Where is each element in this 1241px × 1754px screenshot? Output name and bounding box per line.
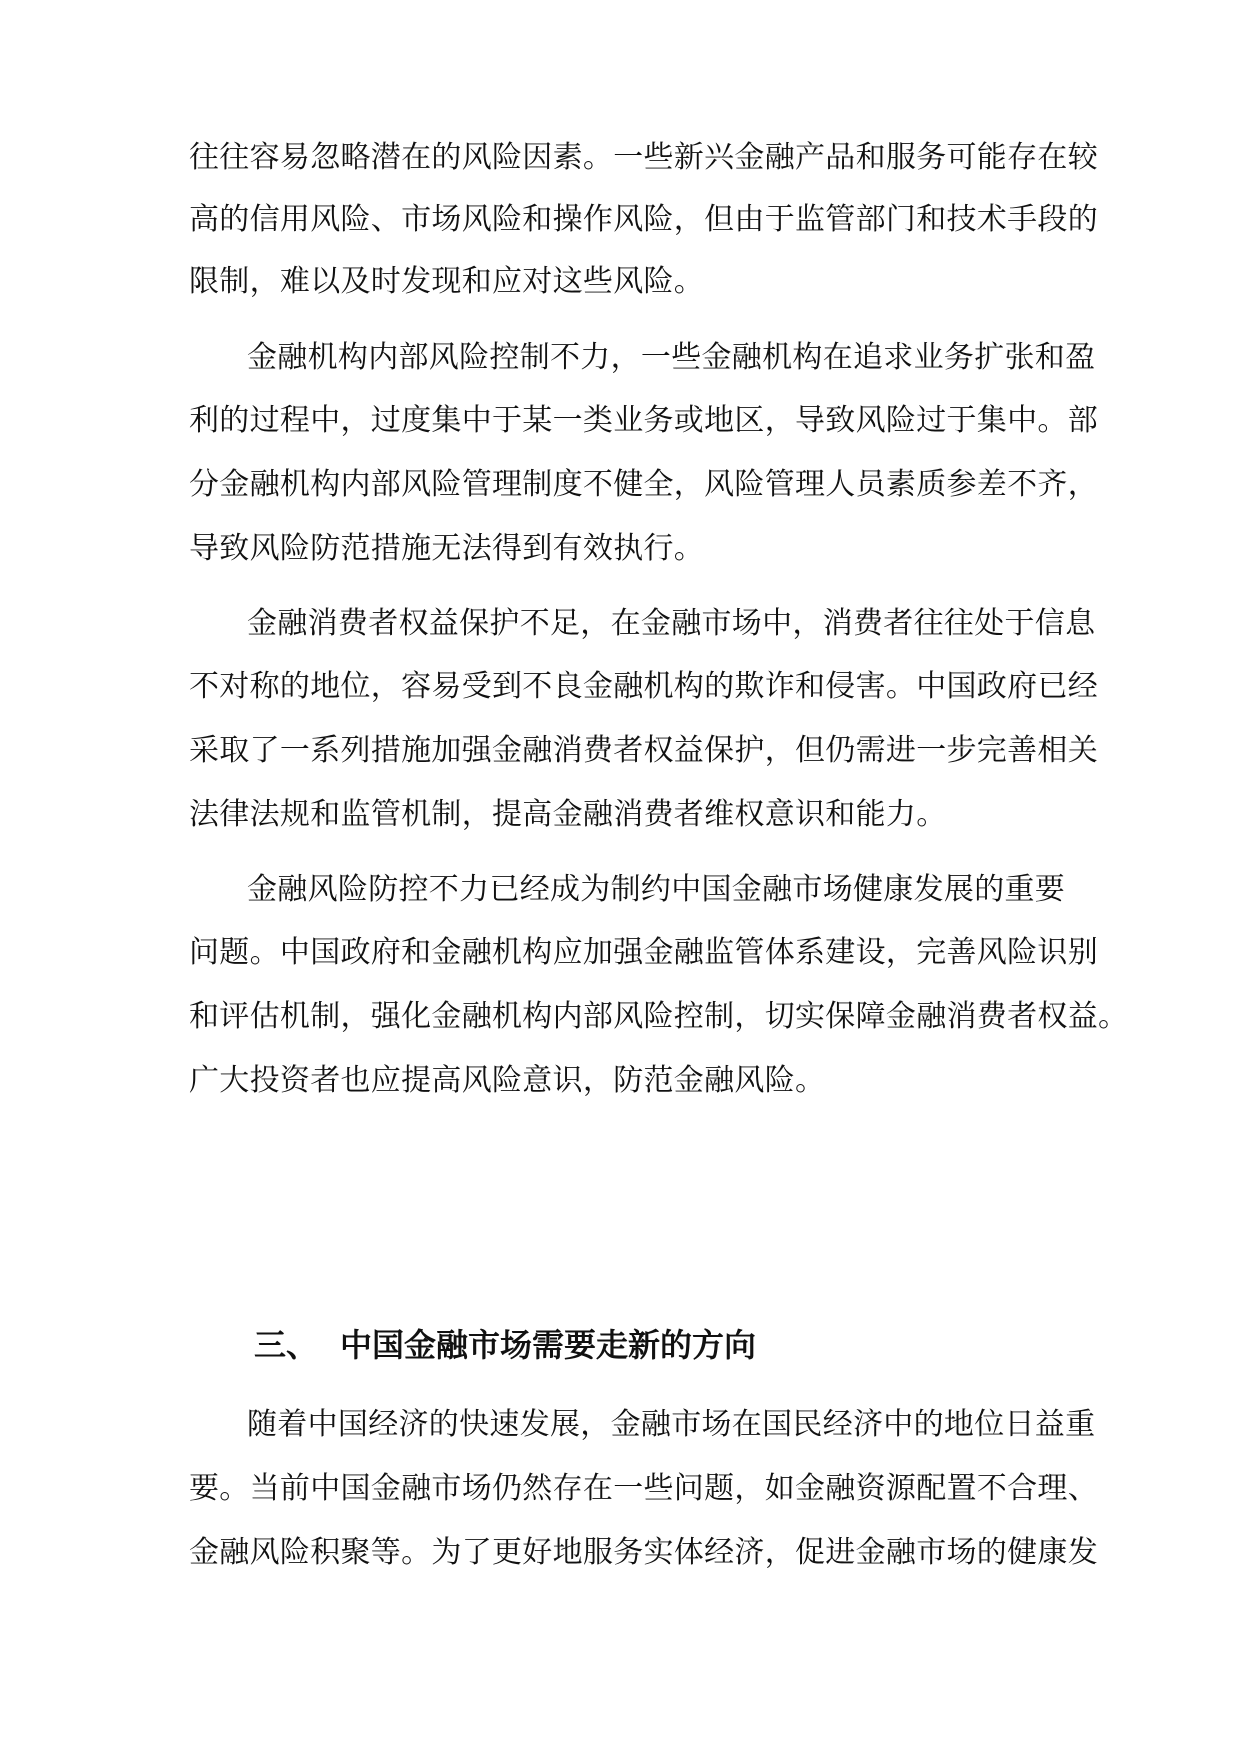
text-line: 金融消费者权益保护不足，在金融市场中，消费者往往处于信息 [247,606,1096,641]
section-title: 中国金融市场需要走新的方向 [340,1326,757,1364]
text-line: 金融风险防控不力已经成为制约中国金融市场健康发展的重要 [247,872,1066,907]
text-line: 采取了一系列措施加强金融消费者权益保护，但仍需进一步完善相关 [189,733,1098,768]
text-line: 金融风险积聚等。为了更好地服务实体经济，促进金融市场的健康发 [189,1535,1098,1570]
text-line: 导致风险防范措施无法得到有效执行。 [189,531,705,566]
section-heading [254,1325,756,1365]
text-line: 分金融机构内部风险管理制度不健全，风险管理人员素质参差不齐， [189,467,1098,502]
text-line: 要。当前中国金融市场仍然存在一些问题，如金融资源配置不合理、 [189,1471,1098,1506]
section-number: 三、 [254,1326,319,1364]
text-line: 高的信用风险、市场风险和操作风险，但由于监管部门和技术手段的 [189,202,1098,237]
text-line: 往往容易忽略潜在的风险因素。一些新兴金融产品和服务可能存在较 [189,140,1098,175]
text-line: 和评估机制，强化金融机构内部风险控制，切实保障金融消费者权益。 [189,999,1129,1034]
text-line: 随着中国经济的快速发展，金融市场在国民经济中的地位日益重 [247,1407,1096,1442]
text-line: 广大投资者也应提高风险意识，防范金融风险。 [189,1063,826,1098]
text-line: 金融机构内部风险控制不力，一些金融机构在追求业务扩张和盈 [247,340,1096,375]
text-line: 法律法规和监管机制，提高金融消费者维权意识和能力。 [189,797,947,832]
text-line: 问题。中国政府和金融机构应加强金融监管体系建设，完善风险识别 [189,935,1098,970]
text-line: 限制，难以及时发现和应对这些风险。 [189,264,705,299]
text-line: 利的过程中，过度集中于某一类业务或地区，导致风险过于集中。部 [189,403,1098,438]
text-line: 不对称的地位，容易受到不良金融机构的欺诈和侵害。中国政府已经 [189,669,1098,704]
